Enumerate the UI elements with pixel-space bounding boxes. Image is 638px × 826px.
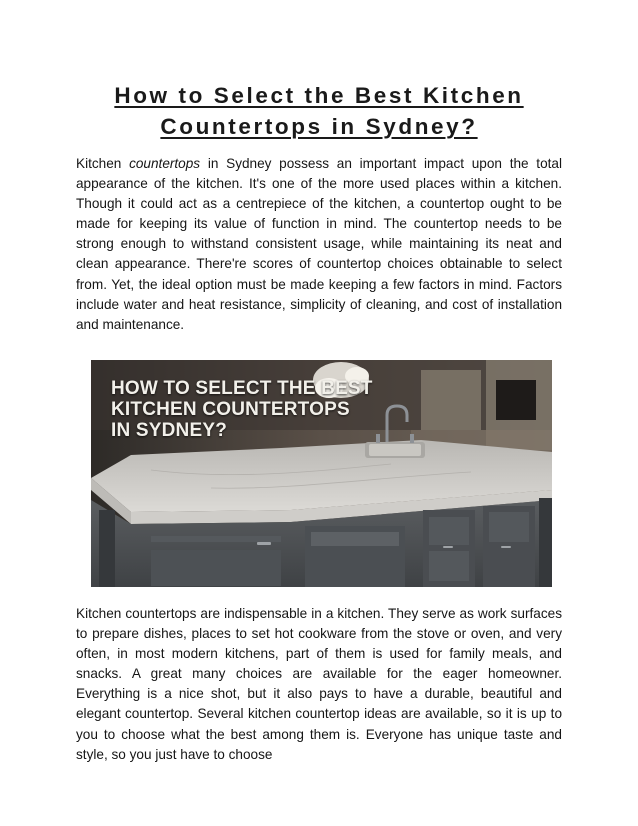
image-overlay-heading bbox=[111, 378, 373, 441]
document-title bbox=[76, 80, 562, 142]
title-line-1: How to Select the Best Kitchen bbox=[114, 83, 524, 108]
overlay-line-2: KITCHEN COUNTERTOPS bbox=[111, 399, 350, 420]
kitchen-countertop-photo bbox=[91, 360, 552, 587]
overlay-line-1: HOW TO SELECT THE BEST bbox=[111, 378, 373, 399]
paragraph-intro-start: Kitchen bbox=[76, 156, 130, 171]
title-line-2: Countertops in Sydney? bbox=[160, 114, 478, 139]
countertops-emphasis: countertops bbox=[129, 156, 201, 171]
paragraph-intro bbox=[76, 154, 562, 335]
paragraph-body: Kitchen countertops are indispensable in a kitchen. They serve as work surfaces to prepare dishes, places to set hot cookware from the stove or oven, and very often, in most modern kitchens, part of them is used for family meals, and snacks. A great many choices are available for the eager homeowner. Everything is a nice shot, but it also pays to have a durable, beautiful and elegant countertop. Several kitchen countertop ideas are available, so it is up to you to choose what the best among them is. Everyone has unique taste and style, so you just have to choose bbox=[76, 606, 562, 762]
overlay-line-3: IN SYDNEY? bbox=[111, 420, 228, 441]
paragraph-intro-rest: in Sydney possess an important impact upon the total appearance of the kitchen. It's one of the more used places within a kitchen. Though it could act as a centrepiece of the kitchen, a countertop ought to be made for keeping its value of function in mind. The countertop needs to be strong enough to withstand consistent usage, while maintaining its neat and clean appearance. There're scores of countertop choices obtainable to select from. Yet, the ideal option must be made keeping a few factors in mind. Factors include water and heat resistance, simplicity of cleaning, and cost of installation and maintenance. bbox=[76, 156, 562, 332]
